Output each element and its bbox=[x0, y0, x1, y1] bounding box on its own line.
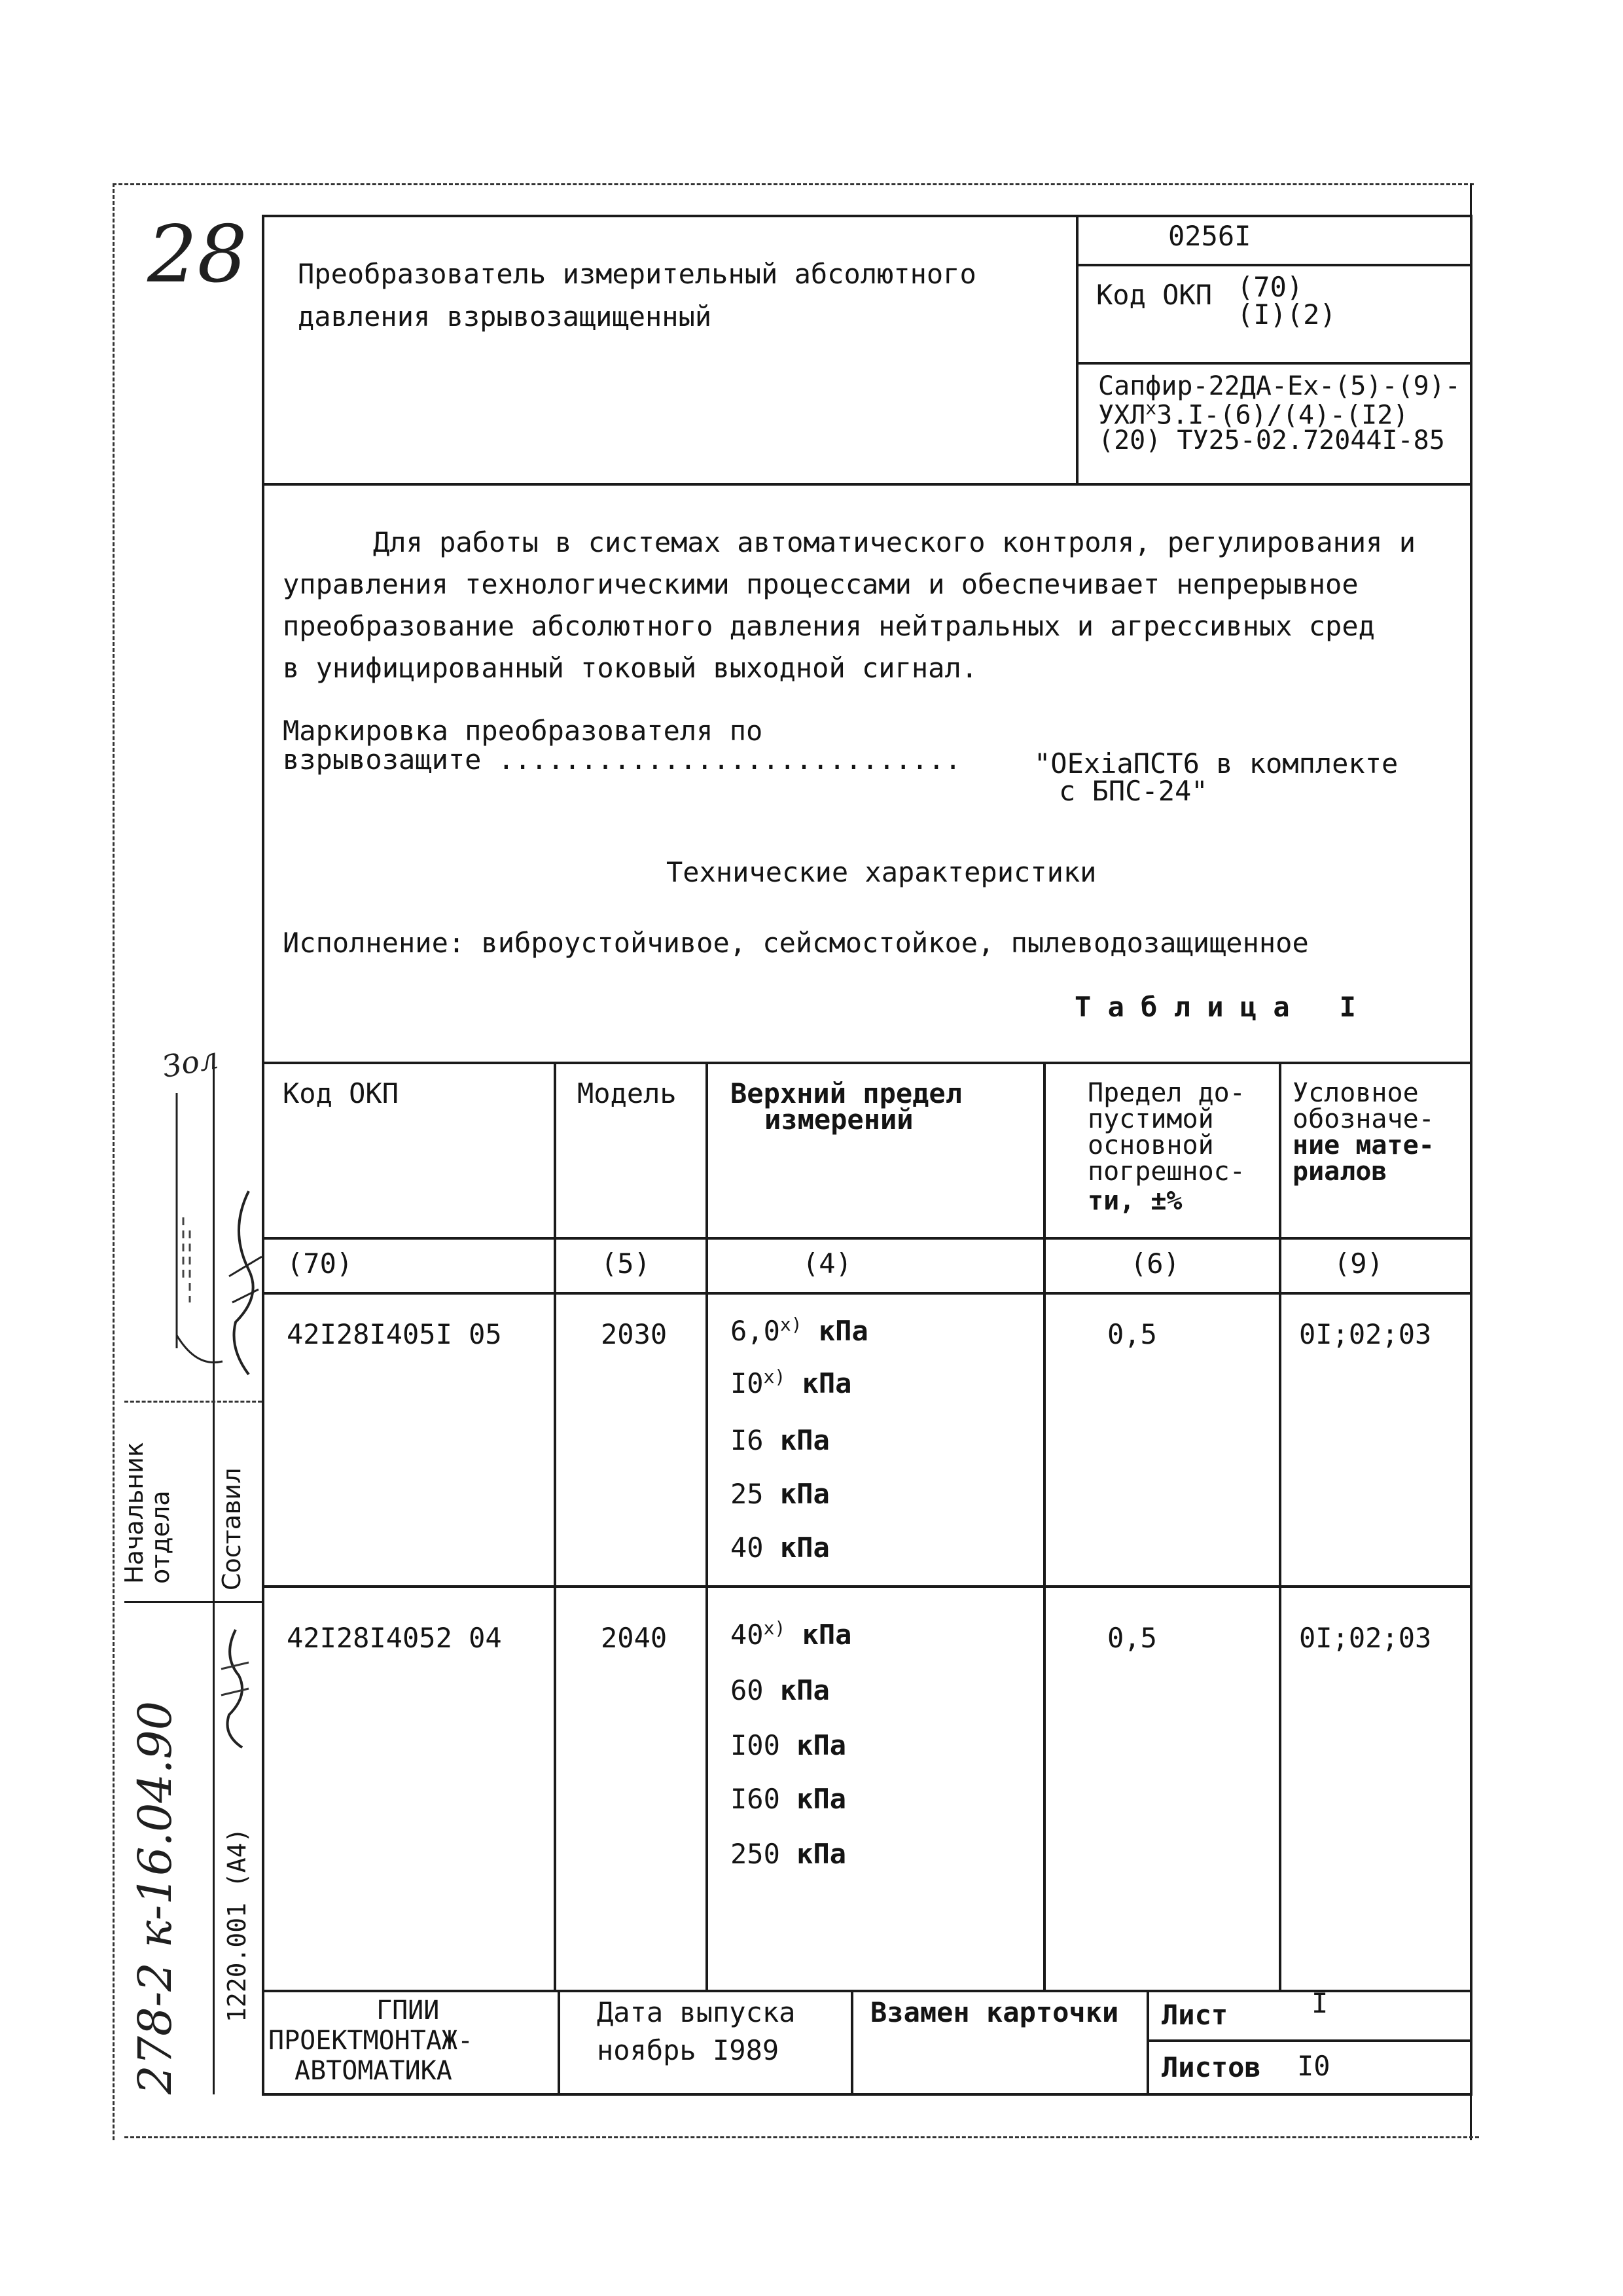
header-model: Модель bbox=[577, 1077, 677, 1109]
composer-label: Составил bbox=[217, 1467, 246, 1590]
table-row-1-model: 2030 bbox=[601, 1318, 668, 1350]
table-col-divider-1 bbox=[554, 1062, 556, 1991]
code-materials: (9) bbox=[1334, 1247, 1383, 1280]
header-materials-3: ние мате- bbox=[1293, 1130, 1435, 1160]
footer-divider-3 bbox=[1147, 1990, 1149, 2094]
table-row-2-materials: 0I;02;03 bbox=[1299, 1622, 1432, 1654]
table-row-1-limit-3: I6 кПа bbox=[730, 1424, 830, 1456]
okp-line bbox=[1076, 362, 1472, 365]
table-row-1-limit-5: 40 кПа bbox=[730, 1532, 830, 1564]
marking-value1: "ОExiаПСТ6 в комплекте bbox=[1034, 747, 1399, 780]
release-label: Дата выпуска bbox=[597, 1996, 796, 2028]
purpose-line1: Для работы в системах автоматического контроля, регулирования и bbox=[373, 526, 1416, 558]
margin-line-1 bbox=[124, 1401, 262, 1403]
signature-top-text: Зол bbox=[159, 1039, 221, 1085]
outer-bottom-border bbox=[124, 2136, 1479, 2138]
table-row-2-limit-1: 40$^{x)}$ кПа bbox=[730, 1617, 852, 1651]
doc-title-line2: давления взрывозащищенный bbox=[298, 300, 712, 332]
table-row-2-okp: 42I28I4052 04 bbox=[287, 1622, 502, 1654]
table-row-2-model: 2040 bbox=[601, 1622, 668, 1654]
footer-sheet-line bbox=[1147, 2039, 1472, 2042]
signature-composer bbox=[223, 1178, 268, 1388]
release-value: ноябрь I989 bbox=[597, 2034, 779, 2066]
org-line2: ПРОЕКТМОНТАЖ- bbox=[268, 2026, 474, 2056]
sheets-value: I0 bbox=[1297, 2050, 1330, 2082]
outer-left-border bbox=[113, 183, 115, 2140]
footer-divider-2 bbox=[851, 1990, 853, 2094]
page-number: 28 bbox=[147, 209, 247, 300]
doc-title-line1: Преобразователь измерительный абсолютного bbox=[298, 258, 976, 290]
header-upper-limit-2: измерений bbox=[764, 1103, 914, 1136]
sheet-label: Лист bbox=[1162, 1999, 1228, 2031]
org-line1: ГПИИ bbox=[376, 1996, 440, 2026]
header-error-4: погрешнос- bbox=[1088, 1157, 1245, 1187]
header-divider bbox=[1076, 215, 1079, 486]
sheets-label: Листов bbox=[1162, 2051, 1261, 2083]
marking-line2: взрывозащите ............................ bbox=[283, 744, 961, 776]
margin-line-2 bbox=[124, 1601, 262, 1603]
table-row-1-error: 0,5 bbox=[1107, 1318, 1157, 1350]
okp-bottom-code: (I)(2) bbox=[1237, 298, 1336, 331]
table-row-2-limit-2: 60 кПа bbox=[730, 1674, 830, 1706]
head-of-department-label: Начальник отдела bbox=[120, 1442, 175, 1584]
marking-line1: Маркировка преобразователя по bbox=[283, 715, 763, 747]
header-bottom-line bbox=[262, 483, 1472, 486]
table-row-separator bbox=[262, 1585, 1472, 1588]
table-col-divider-3 bbox=[1043, 1062, 1046, 1991]
table-row-1-okp: 42I28I405I 05 bbox=[287, 1318, 502, 1350]
header-error-2: пустимой bbox=[1088, 1104, 1214, 1134]
inner-left-border bbox=[262, 215, 264, 2094]
designation-line2: УХЛ$^x$3.I-(6)/(4)-(I2) bbox=[1098, 397, 1409, 431]
okp-top-code: (70) bbox=[1237, 271, 1304, 303]
table-row-2-error: 0,5 bbox=[1107, 1622, 1157, 1654]
header-upper-limit-1: Верхний предел bbox=[730, 1077, 963, 1109]
designation-line1: Сапфир-22ДА-Ех-(5)-(9)- bbox=[1098, 371, 1461, 401]
execution-text: Исполнение: виброустойчивое, сейсмостойкое, пылеводозащищенное bbox=[283, 927, 1309, 959]
inner-right-border bbox=[1470, 215, 1472, 2094]
table-row-2-limit-5: 250 кПа bbox=[730, 1838, 847, 1870]
header-error-3: основной bbox=[1088, 1130, 1214, 1160]
table-top-line bbox=[262, 1062, 1472, 1064]
purpose-line3: преобразование абсолютного давления нейтральных и агрессивных сред bbox=[283, 610, 1375, 642]
header-error-5: ти, ±% bbox=[1088, 1186, 1183, 1216]
inner-top-border bbox=[262, 215, 1472, 217]
header-error-1: Предел до- bbox=[1088, 1078, 1245, 1108]
header-okp: Код ОКП bbox=[283, 1077, 399, 1109]
table-row-1-limit-1: 6,0$^{x)}$ кПа bbox=[730, 1314, 868, 1347]
tech-heading: Технические характеристики bbox=[666, 856, 1097, 888]
table-col-divider-4 bbox=[1279, 1062, 1281, 1991]
table-col-divider-2 bbox=[705, 1062, 708, 1991]
table-header-line bbox=[262, 1237, 1472, 1240]
replace-card-label: Взамен карточки bbox=[870, 1996, 1119, 2028]
purpose-line2: управления технологическими процессами и обеспечивает непрерывное bbox=[283, 568, 1359, 600]
table-row-1-limit-4: 25 кПа bbox=[730, 1478, 830, 1510]
footer-top-line bbox=[262, 1990, 1472, 1992]
header-materials-1: Условное bbox=[1293, 1078, 1419, 1108]
marking-value2: с БПС-24" bbox=[1059, 775, 1208, 807]
footer-bottom-line bbox=[262, 2093, 1472, 2096]
sheet-value: I bbox=[1311, 1987, 1329, 2019]
table-row-2-limit-3: I00 кПа bbox=[730, 1729, 847, 1761]
code-error: (6) bbox=[1130, 1247, 1180, 1280]
header-materials-4: риалов bbox=[1293, 1157, 1387, 1187]
code-okp: (70) bbox=[287, 1247, 353, 1280]
table-row-2-limit-4: I60 кПа bbox=[730, 1783, 847, 1815]
card-number: 0256I bbox=[1168, 220, 1251, 252]
code-model: (5) bbox=[601, 1247, 651, 1280]
designation-line3: (20) ТУ25-02.72044I-85 bbox=[1098, 425, 1445, 456]
table-title: Т а б л и ц а I bbox=[1075, 991, 1356, 1023]
code-limit: (4) bbox=[802, 1247, 852, 1280]
table-row-1-limit-2: I0$^{x)}$ кПа bbox=[730, 1366, 852, 1399]
outer-top-border bbox=[113, 183, 1474, 185]
table-row-1-materials: 0I;02;03 bbox=[1299, 1318, 1432, 1350]
handwritten-date: 278-2 к-16.04.90 bbox=[128, 1700, 182, 2094]
header-materials-2: обозначе- bbox=[1293, 1104, 1435, 1134]
signature-stamp bbox=[216, 1623, 255, 1754]
table-code-line bbox=[262, 1292, 1472, 1295]
card-number-line bbox=[1076, 264, 1472, 266]
org-line3: АВТОМАТИКА bbox=[294, 2056, 452, 2086]
stamp-code: 1220.001 (А4) bbox=[223, 1827, 251, 2022]
okp-label: Код ОКП bbox=[1096, 279, 1213, 311]
purpose-line4: в унифицированный токовый выходной сигнал. bbox=[283, 652, 978, 684]
footer-divider-1 bbox=[558, 1990, 560, 2094]
